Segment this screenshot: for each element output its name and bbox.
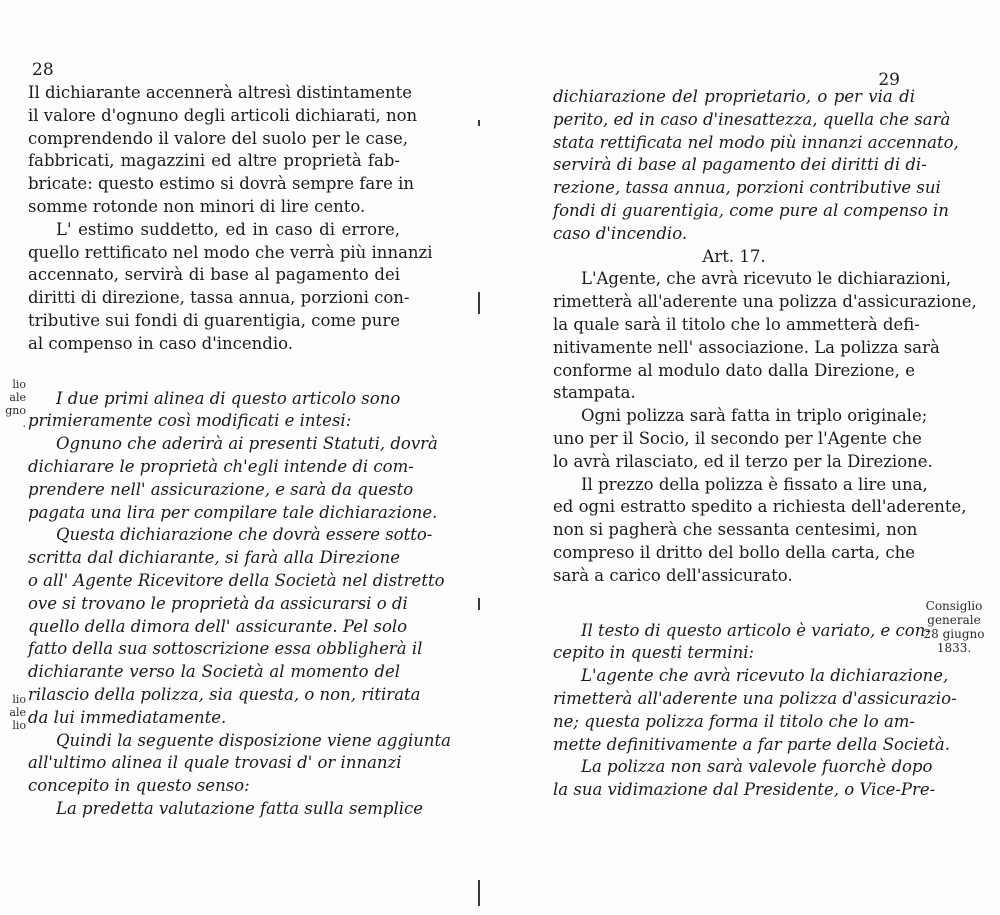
text-line: La predetta valutazione fatta sulla semplice bbox=[56, 798, 424, 818]
text-line: nitivamente nell' associazione. La polizza sarà bbox=[553, 337, 940, 357]
italic-paragraph bbox=[553, 86, 959, 246]
italic-paragraph bbox=[28, 798, 424, 821]
text-line: La polizza non sarà valevole fuorchè dopo bbox=[581, 757, 933, 777]
text-line: Ogni polizza sarà fatta in triplo originale; bbox=[581, 406, 928, 426]
italic-paragraph bbox=[553, 620, 931, 666]
text-line: bricate: questo estimo si dovrà sempre fare in bbox=[28, 174, 415, 194]
paragraph bbox=[553, 474, 967, 588]
text-line: mette definitivamente a far parte della Società. bbox=[553, 734, 950, 754]
text-line: dichiarazione del proprietario, o per via di bbox=[553, 87, 915, 106]
text-line: comprendendo il valore del suolo per le case, bbox=[28, 128, 409, 148]
italic-paragraph bbox=[553, 665, 957, 756]
text-line: stampata. bbox=[553, 383, 636, 403]
text-line: non si pagherà che sessanta centesimi, non bbox=[553, 520, 918, 540]
text-line: dichiarare le proprietà ch'egli intende di com- bbox=[28, 456, 414, 476]
text-line: accennato, servirà di base al pagamento dei bbox=[28, 265, 400, 285]
margin-note-left-1: lio ale gno . bbox=[5, 378, 26, 430]
text-line: scritta dal dichiarante, si farà alla Direzione bbox=[28, 548, 400, 568]
text-line: servirà di base al pagamento dei diritti di di- bbox=[553, 155, 927, 175]
paragraph bbox=[553, 268, 977, 405]
text-line: rimetterà all'aderente una polizza d'assicurazio- bbox=[553, 688, 957, 708]
text-line: al compenso in caso d'incendio. bbox=[28, 333, 294, 353]
text-line: Quindi la seguente disposizione viene aggiunta bbox=[56, 730, 452, 750]
italic-paragraph bbox=[28, 433, 438, 524]
text-line: sarà a carico dell'assicurato. bbox=[553, 565, 793, 585]
left-page bbox=[0, 0, 480, 915]
italic-paragraph bbox=[28, 730, 452, 798]
text-line: uno per il Socio, il secondo per l'Agente che bbox=[553, 428, 922, 448]
text-line: Il testo di questo articolo è variato, e con- bbox=[581, 620, 931, 640]
italic-paragraph bbox=[553, 756, 936, 802]
page-number-left: 28 bbox=[32, 60, 54, 80]
text-line: dichiarante verso la Società al momento del bbox=[28, 662, 400, 682]
text-line: il valore d'ognuno degli articoli dichiarati, non bbox=[28, 105, 418, 125]
text-line: L' estimo suddetto, ed in caso di errore, bbox=[56, 219, 400, 239]
article-heading: Art. 17. bbox=[702, 246, 766, 266]
text-line: fondi di guarentigia, come pure al compenso in bbox=[553, 200, 949, 220]
text-line: cepito in questi termini: bbox=[553, 643, 755, 663]
text-line: la quale sarà il titolo che lo ammetterà defi- bbox=[553, 314, 920, 334]
text-line: stata rettificata nel modo più innanzi accennato, bbox=[553, 132, 959, 152]
text-line: prendere nell' assicurazione, e sarà da questo bbox=[28, 479, 414, 499]
text-line: L'Agente, che avrà ricevuto le dichiarazioni, bbox=[581, 269, 952, 289]
text-line: ne; questa polizza forma il titolo che lo am- bbox=[553, 711, 915, 731]
paragraph bbox=[28, 82, 418, 219]
text-line: ove si trovano le proprietà da assicurarsi o di bbox=[28, 593, 408, 613]
paragraph bbox=[28, 219, 433, 356]
italic-paragraph bbox=[28, 524, 445, 729]
text-line: rimetterà all'aderente una polizza d'assicurazione, bbox=[553, 292, 977, 312]
text-line: quello della dimora dell' assicurante. Pel solo bbox=[28, 616, 408, 636]
text-line: somme rotonde non minori di lire cento. bbox=[28, 196, 366, 216]
margin-note-left-2: lio ale lio bbox=[9, 693, 26, 732]
text-line: I due primi alinea di questo articolo sono bbox=[56, 388, 401, 408]
margin-note-right: Consiglio generale 28 giugno 1833. bbox=[923, 599, 985, 655]
text-line: concepito in questo senso: bbox=[28, 776, 250, 796]
text-line: quello rettificato nel modo che verrà più innanzi bbox=[28, 242, 433, 262]
text-line: Ognuno che aderirà ai presenti Statuti, dovrà bbox=[56, 434, 438, 454]
text-line: rilascio della polizza, sia questa, o non, ritirata bbox=[28, 684, 421, 704]
paragraph bbox=[553, 405, 933, 473]
text-line: fabbricati, magazzini ed altre proprietà fab- bbox=[28, 151, 400, 171]
text-line: diritti di direzione, tassa annua, porzioni con- bbox=[28, 288, 410, 308]
text-line: fatto della sua sottoscrizione essa obbligherà il bbox=[28, 639, 423, 659]
text-line: all'ultimo alinea il quale trovasi d' or innanzi bbox=[28, 753, 402, 773]
text-line: compreso il dritto del bollo della carta, che bbox=[553, 542, 915, 562]
text-line: Questa dichiarazione che dovrà essere sotto- bbox=[56, 525, 433, 545]
text-line: perito, ed in caso d'inesattezza, quella che sarà bbox=[553, 109, 951, 129]
text-line: tributive sui fondi di guarentigia, come pure bbox=[28, 310, 400, 330]
text-line: o all' Agente Ricevitore della Società nel distretto bbox=[28, 570, 445, 590]
text-line: L'agente che avrà ricevuto la dichiarazione, bbox=[581, 666, 949, 686]
page-number-right: 29 bbox=[878, 70, 900, 90]
text-line: caso d'incendio. bbox=[553, 223, 688, 243]
text-line: ed ogni estratto spedito a richiesta dell'aderente, bbox=[553, 497, 967, 517]
text-line: da lui immediatamente. bbox=[28, 707, 227, 727]
text-line: rezione, tassa annua, porzioni contributive sui bbox=[553, 178, 941, 198]
text-line: Il dichiarante accennerà altresì distintamente bbox=[28, 83, 413, 102]
text-line: conforme al modulo dato dalla Direzione, e bbox=[553, 360, 915, 380]
text-line: pagata una lira per compilare tale dichiarazione. bbox=[28, 502, 438, 522]
text-line: lo avrà rilasciato, ed il terzo per la Direzione. bbox=[553, 451, 933, 471]
left-text-column bbox=[28, 82, 452, 821]
text-line: la sua vidimazione dal Presidente, o Vice-Pre- bbox=[553, 780, 936, 800]
italic-paragraph bbox=[28, 388, 400, 434]
text-line: Il prezzo della polizza è fissato a lire una, bbox=[581, 474, 928, 494]
text-line: primieramente così modificati e intesi: bbox=[28, 411, 352, 431]
